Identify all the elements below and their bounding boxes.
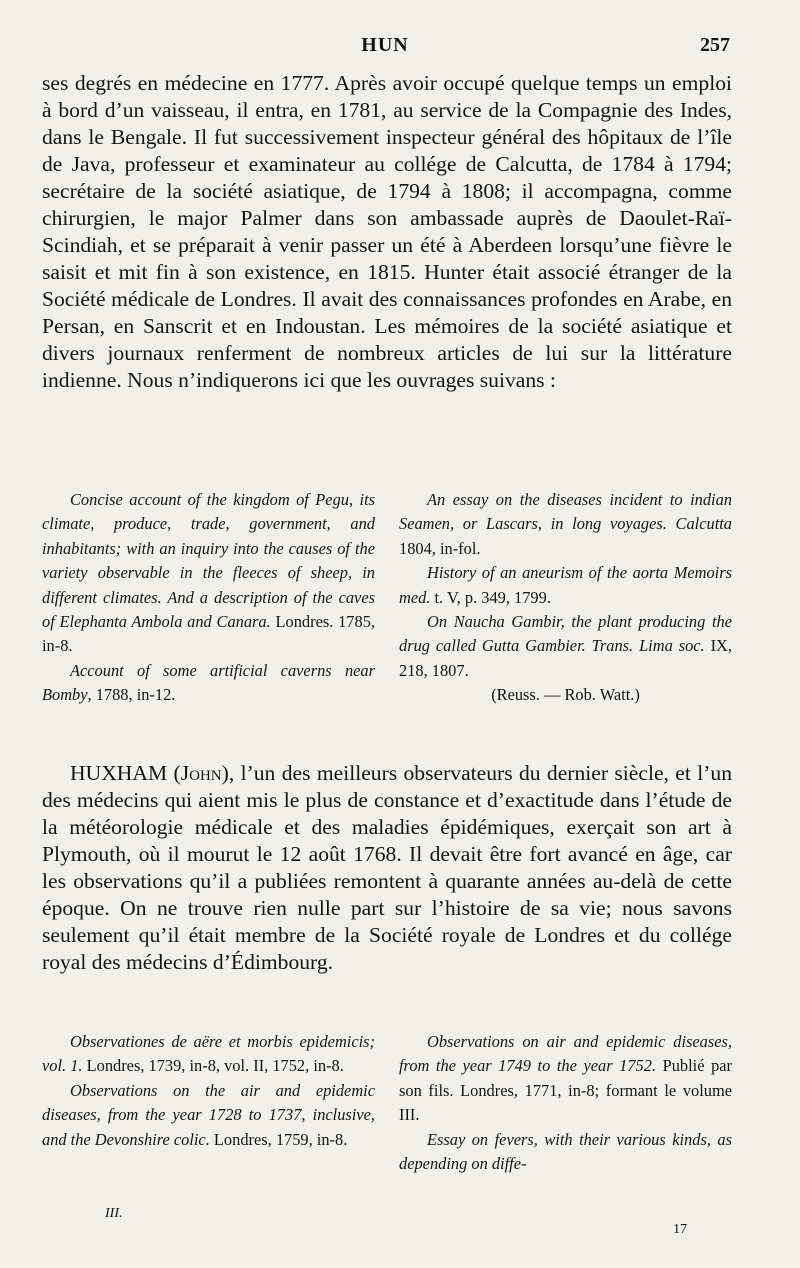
hunter-ref-4: History of an aneurism of the aorta Memoirs med. t. V, p. 349, 1799.	[399, 563, 732, 607]
hunter-ref-3: An essay on the diseases incident to indian Seamen, or Lascars, in long voyages. Calcutta 1804, in-fol.	[399, 490, 732, 558]
hunter-ref-2: Account of some artificial caverns near Bomby, 1788, in-12.	[42, 660, 375, 705]
huxham-name: HUXHAM	[70, 761, 168, 785]
huxham-references	[42, 1030, 732, 1176]
page-number: 257	[700, 34, 730, 56]
page-header	[40, 34, 730, 64]
hunter-ref-5: On Naucha Gambir, the plant producing the drug called Gutta Gambier. Trans. Lima soc. IX, 218, 1807.	[399, 612, 732, 680]
signature-mark: III.	[105, 1206, 123, 1221]
huxham-first-name: John	[180, 761, 222, 785]
huxham-ref-4: Essay on fevers, with their various kinds, as depending on diffe-	[399, 1129, 732, 1174]
huxham-paragraph: HUXHAM (John), l’un des meilleurs observateurs du dernier siècle, et l’un des médecins qui aient mis le plus de constance et d’exactitude dans l’étude de la météorologie médicale et des maladies épidémiques, exerçait son art à Plymouth, où il mourut le 12 août 1768. Il devait être fort avancé en âge, car les observations qu’il a publiées remontent à quarante années au-delà de cette époque. On ne trouve rien nulle part sur l’histoire de sa vie; nous savons seulement qu’il était membre de la Société royale de Londres et du collége royal des médecins d’Édimbourg.	[42, 761, 733, 974]
running-head: HUN	[361, 34, 409, 56]
hunter-ref-1: Concise account of the kingdom of Pegu, its climate, produce, trade, government, and inhabitants; with an inquiry into the causes of the variety observable in the fleeces of sheep, in different climates. And a description of the caves of Elephanta Ambola and Canara. Londres. 1785, in-8.	[42, 490, 375, 656]
hunter-entry-text	[42, 70, 732, 394]
huxham-ref-1: Observationes de aëre et morbis epidemicis; vol. 1. Londres, 1739, in-8, vol. II, 1752, in-8.	[42, 1032, 375, 1076]
hunter-references	[42, 488, 732, 708]
huxham-refs-left	[42, 1030, 375, 1176]
gathering-number: 17	[673, 1222, 687, 1237]
hunter-paragraph: ses degrés en médecine en 1777. Après avoir occupé quelque temps un emploi à bord d’un vaisseau, il entra, en 1781, au service de la Compagnie des Indes, dans le Bengale. Il fut successivement inspecteur général des hôpitaux de l’île de Java, professeur et examinateur au collége de Calcutta, de 1784 à 1794; secrétaire de la société asiatique, de 1794 à 1808; il accompagna, comme chirurgien, le major Palmer dans son ambassade auprès de Daoulet-Raï-Scindiah, et se préparait à venir passer un été à Aberdeen lorsqu’une fièvre le saisit et mit fin à son existence, en 1815. Hunter était associé étranger de la Société médicale de Londres. Il avait des connaissances profondes en Arabe, en Persan, en Sanscrit et en Indoustan. Les mémoires de la société asiatique et divers journaux renferment de nombreux articles de lui sur la littérature indienne. Nous n’indiquerons ici que les ouvrages suivans :	[42, 71, 732, 392]
hunter-refs-left	[42, 488, 375, 708]
hunter-signature: (Reuss. — Rob. Watt.)	[491, 685, 640, 705]
huxham-ref-2: Observations on the air and epidemic diseases, from the year 1728 to 1737, inclusive, and the Devonshire colic. Londres, 1759, in-8.	[42, 1080, 375, 1149]
huxham-ref-3: Observations on air and epidemic diseases, from the year 1749 to the year 1752. Publié par son fils. Londres, 1771, in-8; formant le volume III.	[399, 1032, 733, 1125]
hunter-refs-right	[399, 488, 732, 708]
huxham-entry-text	[42, 760, 732, 976]
huxham-refs-right	[399, 1030, 732, 1176]
